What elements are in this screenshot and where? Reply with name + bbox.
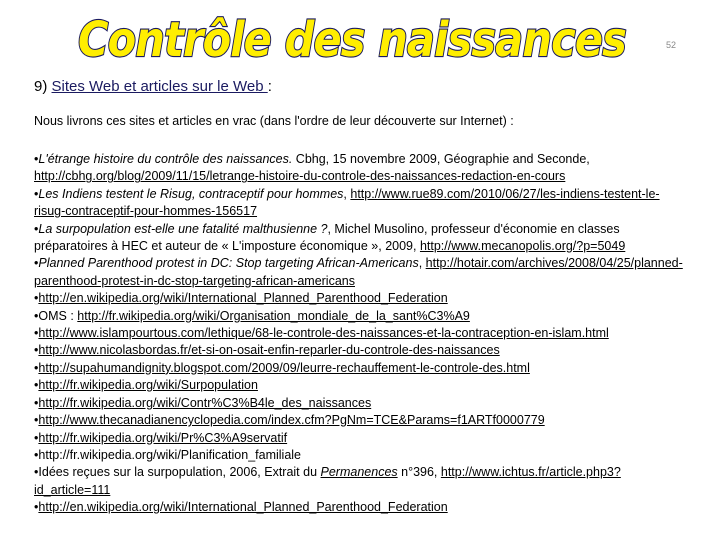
section-heading-link[interactable]: Sites Web et articles sur le Web	[51, 78, 268, 95]
reference-url-text: http://fr.wikipedia.org/wiki/Planification_familiale	[38, 447, 302, 462]
bullet-marker: •	[34, 308, 39, 323]
bullet-marker: •	[34, 256, 39, 271]
reference-entry	[34, 430, 686, 447]
bullet-marker: •	[34, 291, 39, 306]
reference-text: Idées reçues sur la surpopulation, 2006, Extrait du	[38, 465, 321, 480]
reference-text: ,	[418, 256, 426, 271]
reference-entry	[34, 221, 686, 256]
reference-entry	[34, 395, 686, 412]
reference-entry	[34, 255, 686, 290]
reference-title: L'étrange histoire du contrôle des naissances.	[38, 152, 293, 166]
bullet-marker: •	[34, 430, 39, 445]
reference-list	[34, 151, 686, 517]
reference-link[interactable]: http://www.ichtus.fr/article.php3?id_article=111	[34, 465, 621, 497]
reference-entry	[34, 499, 686, 516]
reference-link[interactable]: http://cbhg.org/blog/2009/11/15/letrange-histoire-du-controle-des-naissances-redaction-en-cours	[34, 169, 566, 184]
reference-entry	[34, 464, 686, 499]
slide-title-text: Contrôle des naissances	[78, 12, 626, 68]
reference-link[interactable]: http://www.mecanopolis.org/?p=5049	[419, 239, 626, 254]
bullet-marker: •	[34, 152, 39, 166]
reference-text: OMS :	[38, 308, 78, 323]
slide-title	[72, 2, 632, 70]
reference-title: Les Indiens testent le Risug, contraceptif pour hommes	[38, 186, 344, 201]
reference-emphasis: Permanences	[320, 465, 398, 480]
page-number: 52	[666, 40, 677, 50]
reference-entry	[34, 308, 686, 325]
reference-text: Cbhg, 15 novembre 2009, Géographie and Seconde,	[292, 152, 590, 166]
reference-text: ,	[343, 186, 351, 201]
reference-link[interactable]: http://www.rue89.com/2010/06/27/les-indiens-testent-le-risug-contraceptif-pour-hommes-156517	[34, 186, 660, 219]
bullet-marker: •	[34, 360, 39, 375]
reference-link[interactable]: http://en.wikipedia.org/wiki/International_Planned_Parenthood_Federation	[38, 291, 448, 306]
reference-link[interactable]: http://hotair.com/archives/2008/04/25/planned-parenthood-protest-in-dc-stop-targeting-african-americans	[34, 256, 683, 288]
section-heading	[34, 78, 272, 95]
bullet-marker: •	[34, 395, 39, 410]
reference-link[interactable]: http://en.wikipedia.org/wiki/International_Planned_Parenthood_Federation	[38, 500, 448, 515]
reference-entry	[34, 360, 686, 377]
reference-entry	[34, 290, 686, 307]
reference-link[interactable]: http://www.nicolasbordas.fr/et-si-on-osait-enfin-reparler-du-controle-des-naissances	[38, 343, 500, 358]
reference-entry	[34, 151, 686, 186]
reference-link[interactable]: http://fr.wikipedia.org/wiki/Pr%C3%A9servatif	[38, 430, 288, 445]
reference-link[interactable]: http://www.islampourtous.com/lethique/68-le-controle-des-naissances-et-la-contraception-en-islam.html	[38, 326, 609, 341]
bullet-marker: •	[34, 378, 39, 393]
slide-title-wordart	[72, 2, 632, 70]
reference-link[interactable]: http://www.thecanadianencyclopedia.com/index.cfm?PgNm=TCE&Params=f1ARTf0000779	[38, 413, 545, 428]
bullet-marker: •	[34, 326, 39, 341]
reference-title: La surpopulation est-elle une fatalité malthusienne ?	[38, 221, 328, 236]
reference-title: Planned Parenthood protest in DC: Stop targeting African-Americans	[38, 256, 419, 271]
reference-link[interactable]: http://supahumandignity.blogspot.com/2009/09/leurre-rechauffement-le-controle-des.html	[38, 360, 530, 375]
bullet-marker: •	[34, 343, 39, 358]
bullet-marker: •	[34, 500, 39, 515]
bullet-marker: •	[34, 413, 39, 428]
bullet-marker: •	[34, 186, 39, 201]
bullet-marker: •	[34, 465, 39, 480]
section-number: 9)	[34, 78, 52, 95]
bullet-marker: •	[34, 221, 39, 236]
reference-entry	[34, 377, 686, 394]
reference-entry	[34, 412, 686, 429]
reference-entry	[34, 186, 686, 221]
reference-entry	[34, 447, 686, 464]
bullet-marker: •	[34, 447, 39, 462]
intro-text: Nous livrons ces sites et articles en vrac (dans l'ordre de leur découverte sur Internet) :	[34, 114, 514, 128]
reference-text: , Michel Musolino, professeur d'économie en classes préparatoires à HEC et auteur de « L'imposture économique », 2009,	[34, 221, 620, 254]
reference-entry	[34, 325, 686, 342]
reference-link[interactable]: http://fr.wikipedia.org/wiki/Contr%C3%B4le_des_naissances	[38, 395, 372, 410]
reference-text: n°396,	[397, 465, 441, 480]
section-colon: :	[267, 78, 272, 95]
reference-link[interactable]: http://fr.wikipedia.org/wiki/Organisation_mondiale_de_la_sant%C3%A9	[77, 308, 470, 323]
reference-link[interactable]: http://fr.wikipedia.org/wiki/Surpopulation	[38, 378, 258, 393]
reference-entry	[34, 342, 686, 359]
